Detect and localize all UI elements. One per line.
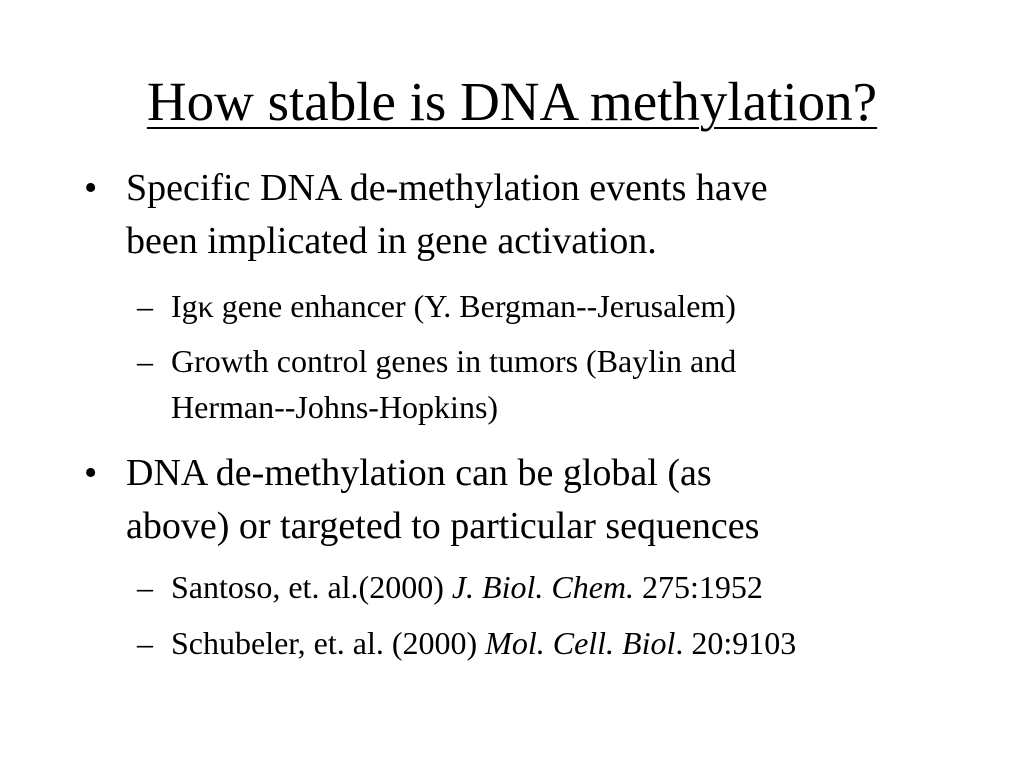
bullet-2-line-1: DNA de-methylation can be global (as (126, 452, 712, 494)
bullet-marker: • (84, 167, 98, 209)
sub-bullet-1-2-line-1: Growth control genes in tumors (Baylin and (171, 343, 737, 379)
sub-bullet-1-2 (137, 338, 997, 430)
dash-marker: – (137, 343, 153, 379)
sub-bullet-2-2 (137, 620, 997, 666)
bullet-1-line-1: Specific DNA de-methylation events have (126, 167, 768, 209)
bullet-2 (84, 447, 964, 553)
citation-journal: Mol. Cell. Biol (485, 625, 676, 661)
sub-bullet-1-1-line-1: Igκ gene enhancer (Y. Bergman--Jerusalem) (171, 288, 736, 324)
sub-bullet-1-1 (137, 283, 997, 329)
dash-marker: – (137, 288, 153, 324)
sub-bullet-1-2-line-2: Herman--Johns-Hopkins) (171, 389, 499, 425)
bullet-marker: • (84, 452, 98, 494)
bullet-1 (84, 162, 964, 268)
citation-journal: J. Biol. Chem. (451, 569, 635, 605)
citation-authors: Santoso, et. al.(2000) (171, 569, 452, 605)
citation-schubeler (171, 620, 997, 666)
bullet-1-line-2: been implicated in gene activation. (126, 220, 657, 262)
citation-volume: 275:1952 (634, 569, 763, 605)
citation-santoso (171, 564, 997, 610)
citation-volume: . 20:9103 (675, 625, 797, 661)
slide-title: How stable is DNA methylation? (146, 71, 878, 132)
dash-marker: – (137, 625, 153, 661)
bullet-2-line-2: above) or targeted to particular sequences (126, 505, 760, 547)
citation-authors: Schubeler, et. al. (2000) (171, 625, 486, 661)
sub-bullet-2-1 (137, 564, 997, 610)
dash-marker: – (137, 569, 153, 605)
